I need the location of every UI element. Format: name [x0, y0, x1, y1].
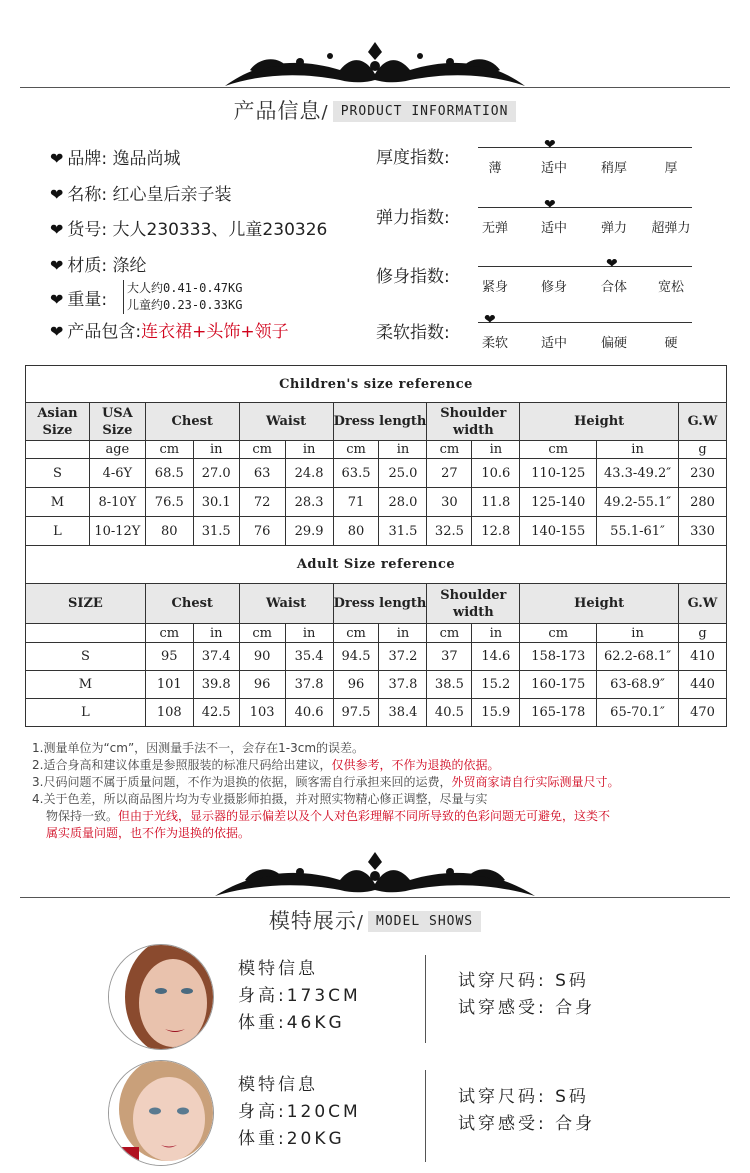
title-cn: 产品信息	[233, 99, 322, 123]
title-slash: /	[356, 912, 363, 933]
name-text: 名称: 红心皇后亲子装	[67, 185, 232, 205]
size-cell: L	[26, 699, 146, 727]
model-photo-adult	[108, 944, 214, 1050]
model-fit-child	[458, 1084, 595, 1138]
table-cell: 55.1-61″	[597, 517, 679, 546]
divider	[20, 87, 730, 88]
table-cell: 76	[239, 517, 285, 546]
table-cell: 330	[678, 517, 726, 546]
divider	[425, 955, 426, 1043]
table-cell: 280	[678, 488, 726, 517]
table-cell: 72	[239, 488, 285, 517]
unit-cell: cm	[427, 441, 472, 459]
index-scale-line	[478, 266, 692, 267]
heart-marker-icon: ❤	[544, 137, 556, 153]
model-info-adult	[238, 956, 361, 1037]
title-slash: /	[321, 102, 328, 123]
table-cell: 31.5	[379, 517, 427, 546]
table-cell: 49.2-55.1″	[597, 488, 679, 517]
col-header: Shoulder width	[427, 403, 520, 441]
table-cell: 37.2	[379, 643, 427, 671]
info-brand	[50, 144, 181, 169]
table-cell: 14.6	[472, 643, 520, 671]
table-cell: 27	[427, 459, 472, 488]
col-header: Height	[520, 403, 679, 441]
top-ornament	[0, 40, 750, 88]
unit-cell: cm	[239, 624, 285, 643]
size-cell: M	[26, 488, 90, 517]
table-cell: 39.8	[193, 671, 239, 699]
divider	[20, 897, 730, 898]
table-cell: 10-12Y	[89, 517, 145, 546]
index-option: 超弹力	[651, 221, 691, 236]
heart-icon: ❤	[50, 185, 64, 204]
col-header: Dress length	[333, 584, 427, 624]
table-cell: 103	[239, 699, 285, 727]
table-cell: 8-10Y	[89, 488, 145, 517]
children-size-table	[25, 365, 727, 727]
heart-icon: ❤	[50, 220, 64, 239]
model-height: 身高:173CM	[238, 986, 361, 1006]
table-cell: 37.8	[379, 671, 427, 699]
col-header: G.W	[678, 403, 726, 441]
unit-cell: in	[285, 624, 333, 643]
index-option: 无弹	[481, 221, 508, 236]
table-cell: 38.4	[379, 699, 427, 727]
model-feel: 试穿感受: 合身	[458, 1114, 596, 1134]
item-no-text: 货号: 大人230333、儿童230326	[67, 220, 328, 240]
table-cell: 97.5	[333, 699, 379, 727]
heart-marker-icon: ❤	[606, 256, 618, 272]
unit-cell: cm	[333, 624, 379, 643]
table-cell: 80	[333, 517, 379, 546]
index-option: 柔软	[481, 336, 508, 351]
table-cell: 24.8	[285, 459, 333, 488]
adult-unit-row	[26, 624, 727, 643]
info-weight	[50, 285, 107, 310]
table-cell: 15.2	[472, 671, 520, 699]
model-weight: 体重:20KG	[238, 1129, 345, 1149]
table-row	[26, 459, 727, 488]
table-cell: 140-155	[520, 517, 597, 546]
table-cell: 158-173	[520, 643, 597, 671]
unit-cell: cm	[239, 441, 285, 459]
unit-cell: in	[472, 441, 520, 459]
table-row	[26, 671, 727, 699]
model-weight: 体重:46KG	[238, 1013, 345, 1033]
col-header: Chest	[145, 403, 239, 441]
weight-label: 重量:	[67, 290, 108, 310]
brand-text: 品牌: 逸品尚城	[67, 149, 181, 169]
unit-cell: in	[379, 624, 427, 643]
children-table-caption: Children's size reference	[26, 366, 727, 403]
table-cell: 410	[678, 643, 726, 671]
table-cell: 65-70.1″	[597, 699, 679, 727]
index-option: 厚	[664, 161, 678, 176]
index-option: 薄	[488, 161, 502, 176]
index-option: 适中	[540, 221, 567, 236]
table-cell: 25.0	[379, 459, 427, 488]
note-4-text: 物保持一致。	[46, 809, 119, 823]
table-cell: 96	[333, 671, 379, 699]
index-label: 厚度指数:	[376, 148, 450, 168]
unit-cell: g	[678, 441, 726, 459]
table-cell: 90	[239, 643, 285, 671]
unit-cell: cm	[427, 624, 472, 643]
table-cell: 125-140	[520, 488, 597, 517]
info-name	[50, 180, 232, 205]
table-cell: 30.1	[193, 488, 239, 517]
unit-cell: cm	[145, 441, 193, 459]
size-cell: M	[26, 671, 146, 699]
table-row	[26, 643, 727, 671]
table-cell: 68.5	[145, 459, 193, 488]
index-option: 宽松	[657, 280, 684, 295]
table-cell: 80	[145, 517, 193, 546]
table-cell: 29.9	[285, 517, 333, 546]
index-option: 修身	[540, 280, 567, 295]
weight-values	[123, 280, 242, 314]
model-section-title	[0, 905, 750, 935]
note-1: 1.测量单位为“cm”，因测量手法不一，会存在1-3cm的误差。	[32, 741, 365, 755]
table-cell: 62.2-68.1″	[597, 643, 679, 671]
package-label: 产品包含:	[67, 322, 142, 342]
model-feel: 试穿感受: 合身	[458, 998, 596, 1018]
table-cell: 110-125	[520, 459, 597, 488]
heart-icon: ❤	[50, 149, 64, 168]
table-cell: 15.9	[472, 699, 520, 727]
index-option: 适中	[540, 336, 567, 351]
table-cell: 12.8	[472, 517, 520, 546]
index-option: 适中	[540, 161, 567, 176]
table-cell: 230	[678, 459, 726, 488]
unit-cell: in	[597, 624, 679, 643]
table-cell: 37.8	[285, 671, 333, 699]
table-cell: 76.5	[145, 488, 193, 517]
unit-cell: in	[193, 441, 239, 459]
table-cell: 71	[333, 488, 379, 517]
table-cell: 96	[239, 671, 285, 699]
model-info-child	[238, 1072, 361, 1153]
model-photo-child	[108, 1060, 214, 1166]
note-3-red: 外贸商家请自行实际测量尺寸。	[451, 775, 620, 789]
children-header-row	[26, 403, 727, 441]
table-cell: 470	[678, 699, 726, 727]
table-cell: 37.4	[193, 643, 239, 671]
note-3-text: 3.尺码问题不属于质量问题，不作为退换的依据，顾客需自行承担来回的运费，	[32, 775, 452, 789]
table-cell: 43.3-49.2″	[597, 459, 679, 488]
table-cell: 10.6	[472, 459, 520, 488]
middle-ornament	[0, 850, 750, 898]
table-cell: 95	[145, 643, 193, 671]
table-row	[26, 699, 727, 727]
table-cell: 63.5	[333, 459, 379, 488]
model-title: 模特信息	[238, 1075, 318, 1095]
unit-cell: cm	[520, 624, 597, 643]
table-cell: 28.0	[379, 488, 427, 517]
unit-cell: in	[285, 441, 333, 459]
note-4: 4.关于色差，所以商品图片均为专业摄影师拍摄，并对照实物精心修正调整，尽量与实	[32, 792, 488, 806]
index-option: 紧身	[481, 280, 508, 295]
table-cell: 27.0	[193, 459, 239, 488]
note-4-cont	[32, 808, 619, 825]
model-title: 模特信息	[238, 959, 318, 979]
title-cn: 模特展示	[268, 909, 357, 933]
table-cell: 11.8	[472, 488, 520, 517]
unit-cell: in	[472, 624, 520, 643]
index-option: 偏硬	[600, 336, 627, 351]
children-unit-row	[26, 441, 727, 459]
divider	[425, 1070, 426, 1162]
unit-cell: g	[678, 624, 726, 643]
col-header: Height	[520, 584, 679, 624]
unit-cell: cm	[520, 441, 597, 459]
col-header: Asian Size	[26, 403, 90, 441]
index-option: 硬	[664, 336, 678, 351]
index-option: 合体	[600, 280, 627, 295]
note-4-red: 但由于光线，显示器的显示偏差以及个人对色彩理解不同所导致的色彩问题无可避免，这类不	[118, 809, 611, 823]
table-cell: 108	[145, 699, 193, 727]
unit-cell: in	[597, 441, 679, 459]
table-cell: 63	[239, 459, 285, 488]
index-scale-line	[478, 207, 692, 208]
size-cell: L	[26, 517, 90, 546]
table-cell: 40.5	[427, 699, 472, 727]
table-cell: 160-175	[520, 671, 597, 699]
unit-cell: age	[89, 441, 145, 459]
title-en: MODEL SHOWS	[368, 911, 481, 932]
index-label: 修身指数:	[376, 267, 450, 287]
model-size: 试穿尺码: S码	[458, 1087, 589, 1107]
info-package	[50, 317, 289, 342]
index-label: 弹力指数:	[376, 208, 450, 228]
unit-cell: in	[379, 441, 427, 459]
index-label: 柔软指数:	[376, 323, 450, 343]
table-cell: 42.5	[193, 699, 239, 727]
product-section-title	[0, 95, 750, 125]
table-cell: 31.5	[193, 517, 239, 546]
note-2-red: 仅供参考，不作为退换的依据。	[331, 758, 500, 772]
package-value: 连衣裙+头饰+领子	[141, 322, 289, 342]
note-2-text: 2.适合身高和建议体重是参照服装的标准尺码给出建议，	[32, 758, 332, 772]
title-en: PRODUCT INFORMATION	[333, 101, 517, 122]
heart-icon: ❤	[50, 290, 64, 309]
table-row	[26, 488, 727, 517]
table-cell: 4-6Y	[89, 459, 145, 488]
info-material	[50, 251, 147, 276]
weight-adult: 大人约0.41-0.47KG	[127, 281, 243, 295]
model-fit-adult	[458, 968, 595, 1022]
table-row	[26, 517, 727, 546]
col-header: Shoulder width	[427, 584, 520, 624]
index-option: 弹力	[600, 221, 627, 236]
note-4-red-2: 属实质量问题，也不作为退换的依据。	[46, 826, 251, 840]
heart-icon: ❤	[50, 322, 64, 341]
weight-child: 儿童约0.23-0.33KG	[127, 298, 243, 312]
table-cell: 63-68.9″	[597, 671, 679, 699]
table-cell: 165-178	[520, 699, 597, 727]
col-header: G.W	[678, 584, 726, 624]
model-height: 身高:120CM	[238, 1102, 361, 1122]
info-item-no	[50, 215, 327, 240]
model-size: 试穿尺码: S码	[458, 971, 589, 991]
note-3	[32, 774, 619, 791]
table-cell: 35.4	[285, 643, 333, 671]
unit-cell: cm	[145, 624, 193, 643]
col-header: Waist	[239, 403, 333, 441]
table-cell: 38.5	[427, 671, 472, 699]
index-scale-line	[478, 147, 692, 148]
table-cell: 28.3	[285, 488, 333, 517]
note-2	[32, 757, 619, 774]
unit-cell: cm	[333, 441, 379, 459]
notes	[32, 740, 619, 842]
table-cell: 94.5	[333, 643, 379, 671]
table-cell: 37	[427, 643, 472, 671]
adult-header-row	[26, 584, 727, 624]
col-header: Chest	[145, 584, 239, 624]
col-header: Dress length	[333, 403, 427, 441]
table-cell: 30	[427, 488, 472, 517]
heart-marker-icon: ❤	[544, 197, 556, 213]
col-header: USA Size	[89, 403, 145, 441]
table-cell: 40.6	[285, 699, 333, 727]
adult-table-caption: Adult Size reference	[26, 546, 727, 584]
col-header: Waist	[239, 584, 333, 624]
size-cell: S	[26, 643, 146, 671]
col-header: SIZE	[26, 584, 146, 624]
index-option: 稍厚	[600, 161, 627, 176]
table-cell: 440	[678, 671, 726, 699]
unit-cell: in	[193, 624, 239, 643]
heart-icon: ❤	[50, 256, 64, 275]
table-cell: 101	[145, 671, 193, 699]
heart-marker-icon: ❤	[484, 312, 496, 328]
index-scale-line	[478, 322, 692, 323]
material-text: 材质: 涤纶	[67, 256, 147, 276]
size-cell: S	[26, 459, 90, 488]
table-cell: 32.5	[427, 517, 472, 546]
